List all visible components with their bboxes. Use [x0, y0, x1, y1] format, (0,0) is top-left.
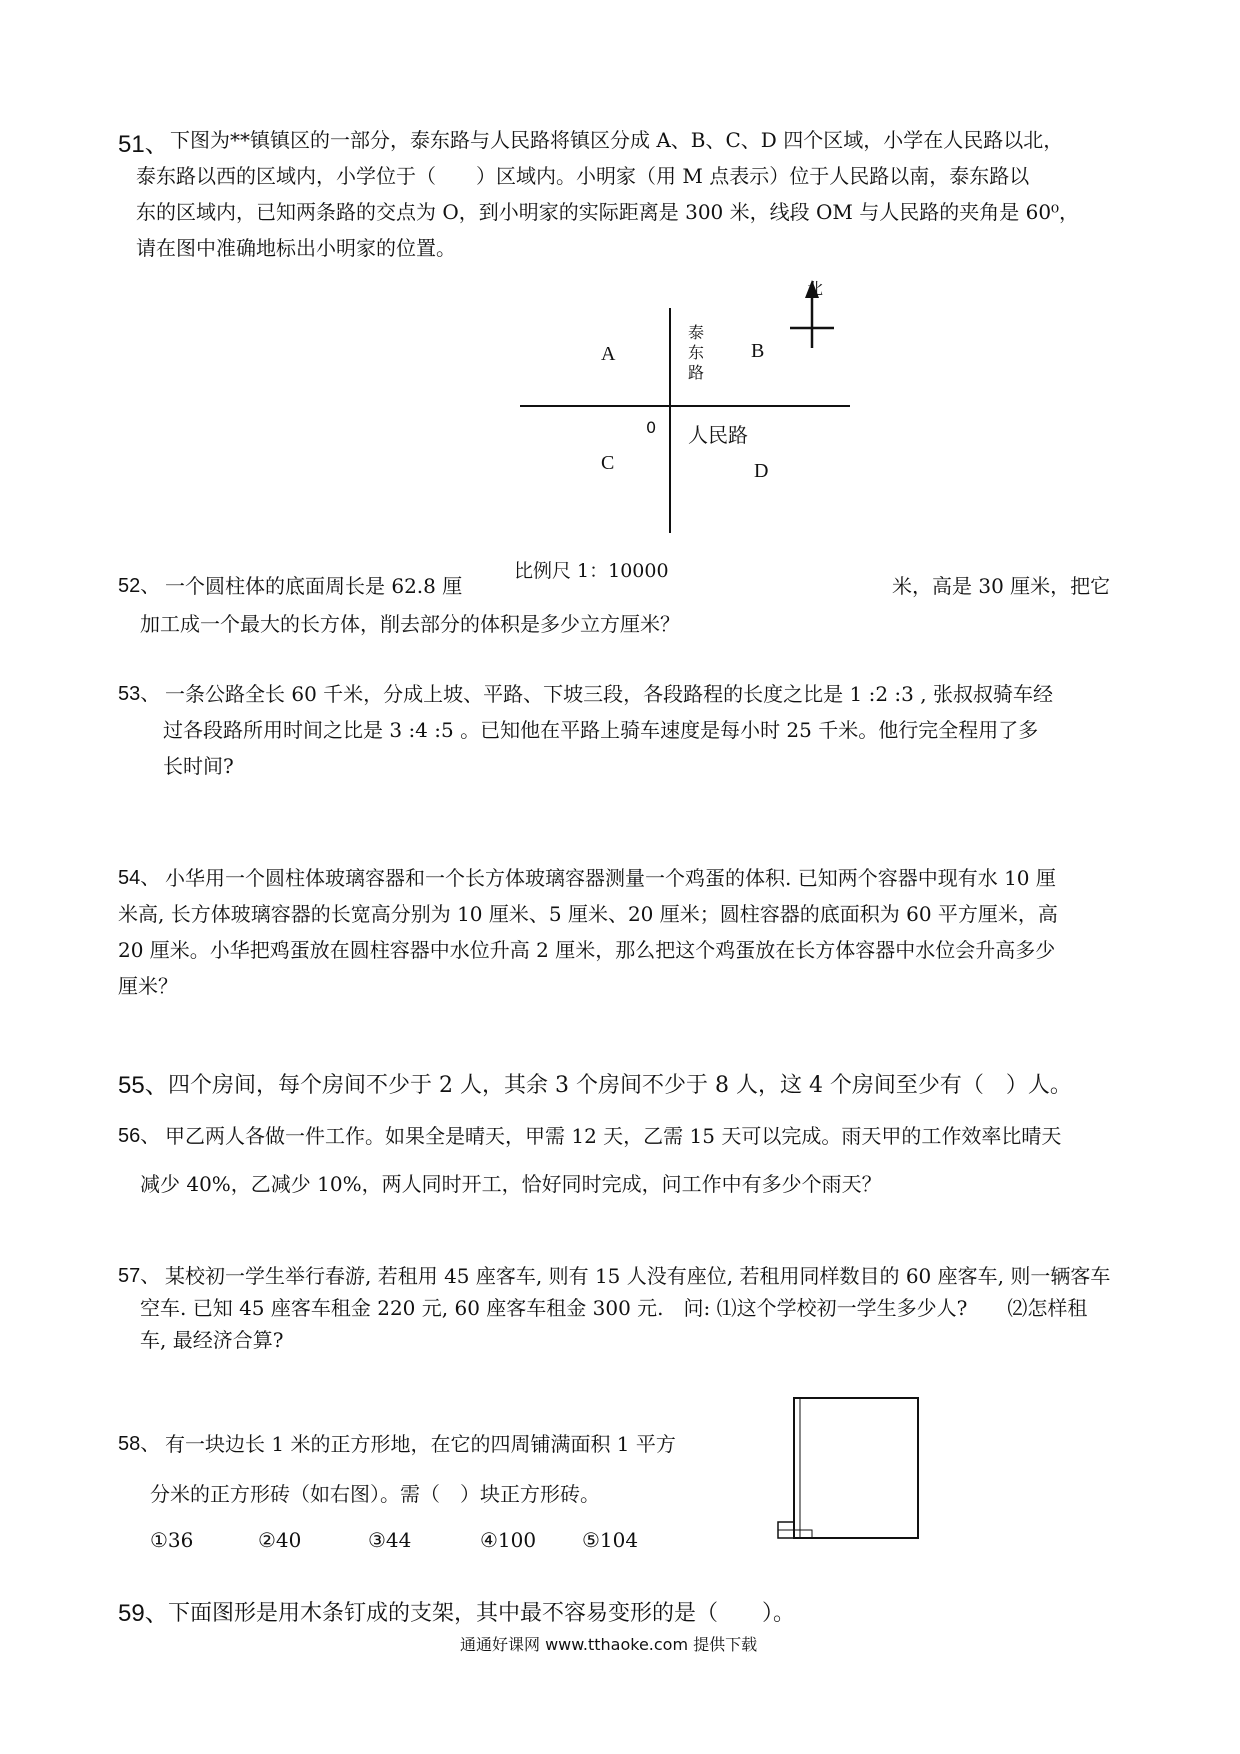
question-text-line: 有一块边长 1 米的正方形地，在它的四周铺满面积 1 平方: [165, 1432, 676, 1456]
single-tile: [794, 1530, 812, 1538]
question-text-line: 请在图中准确地标出小明家的位置。: [136, 236, 456, 260]
square-land-outline: [794, 1398, 918, 1538]
region-d-label: D: [754, 460, 769, 482]
question-number: 58、: [118, 1433, 161, 1455]
page-footer: 通通好课网 www.tthaoke.com 提供下载: [460, 1635, 758, 1654]
question-text-line: 分米的正方形砖（如右图）。需（ ）块正方形砖。: [150, 1482, 600, 1506]
question-text-line: 过各段路所用时间之比是 3 :4 :5 。已知他在平路上骑车速度是每小时 25 千米。他行完全程用了多: [163, 718, 1039, 742]
question-text-line: 一条公路全长 60 千米，分成上坡、平路、下坡三段，各段路程的长度之比是 1 :2 :3 , 张叔叔骑车经: [165, 682, 1053, 706]
question-text-line: 米，高是 30 厘米，把它: [892, 574, 1111, 598]
question-text-line: 下图为**镇镇区的一部分，泰东路与人民路将镇区分成 A、B、C、D 四个区域，小学在人民路以北，: [170, 128, 1064, 152]
renmin-road-label: 人民路: [688, 423, 748, 447]
question-number: 54、: [118, 867, 161, 889]
option-3: ③44: [368, 1528, 412, 1552]
region-b-label: B: [751, 340, 765, 362]
region-c-label: C: [601, 452, 615, 474]
question-text-line: 甲乙两人各做一件工作。如果全是晴天，甲需 12 天，乙需 15 天可以完成。雨天甲的工作效率比晴天: [165, 1124, 1062, 1148]
map-scale: 比例尺 1：10000: [514, 560, 669, 582]
question-text-line: 加工成一个最大的长方体，削去部分的体积是多少立方厘米？: [140, 612, 680, 636]
question-text-line: 某校初一学生举行春游, 若租用 45 座客车, 则有 15 人没有座位, 若租用同样数目的 60 座客车, 则一辆客车: [165, 1264, 1111, 1288]
question-number: 55、: [118, 1072, 169, 1099]
option-1: ①36: [150, 1528, 194, 1552]
question-text-line: 东的区域内，已知两条路的交点为 O，到小明家的实际距离是 300 米，线段 OM 与人民路的夹角是 60⁰，: [136, 200, 1080, 224]
question-text-line: 长时间?: [163, 754, 234, 778]
question-text-line: 减少 40%，乙减少 10%，两人同时开工，恰好同时完成，问工作中有多少个雨天？: [140, 1172, 882, 1196]
option-4: ④100: [480, 1528, 537, 1552]
north-label: 北: [807, 279, 824, 298]
question-text-line: 米高, 长方体玻璃容器的长宽高分别为 10 厘米、5 厘米、20 厘米；圆柱容器的底面积为 60 平方厘米，高: [118, 902, 1058, 926]
question-number: 52、: [118, 575, 161, 597]
question-number: 53、: [118, 683, 161, 705]
question-number: 57、: [118, 1265, 161, 1287]
taidong-road-char: 路: [688, 363, 705, 382]
question-text-line: 空车. 已知 45 座客车租金 220 元, 60 座客车租金 300 元. 问: ⑴这个学校初一学生多少人? ⑵怎样租: [140, 1296, 1088, 1320]
origin-label: 0: [646, 418, 657, 437]
question-text-line: 四个房间，每个房间不少于 2 人，其余 3 个房间不少于 8 人，这 4 个房间至少有（ ）人。: [168, 1073, 1072, 1098]
taidong-road-char: 东: [688, 343, 705, 362]
question-number: 59、: [118, 1600, 169, 1627]
square-tile-diagram: [776, 1392, 926, 1544]
question-text-line: 车, 最经济合算?: [140, 1328, 284, 1352]
option-5: ⑤104: [582, 1528, 639, 1552]
region-a-label: A: [601, 343, 616, 365]
taidong-road-char: 泰: [688, 323, 705, 342]
question-text-line: 20 厘米。小华把鸡蛋放在圆柱容器中水位升高 2 厘米，那么把这个鸡蛋放在长方体容器中水位会升高多少: [118, 938, 1056, 962]
question-text-line: 泰东路以西的区域内，小学位于（ ）区域内。小明家（用 M 点表示）位于人民路以南，泰东路以: [136, 164, 1030, 188]
option-2: ②40: [258, 1528, 302, 1552]
question-text-line: 一个圆柱体的底面周长是 62.8 厘: [165, 574, 463, 598]
question-number: 56、: [118, 1125, 161, 1147]
question-text-line: 下面图形是用木条钉成的支架，其中最不容易变形的是（ ）。: [168, 1601, 796, 1626]
map-lines: [500, 270, 860, 540]
question-text-line: 厘米？: [118, 974, 178, 998]
question-text-line: 小华用一个圆柱体玻璃容器和一个长方体玻璃容器测量一个鸡蛋的体积. 已知两个容器中现有水 10 厘: [165, 866, 1056, 890]
question-number: 51、: [118, 131, 169, 158]
